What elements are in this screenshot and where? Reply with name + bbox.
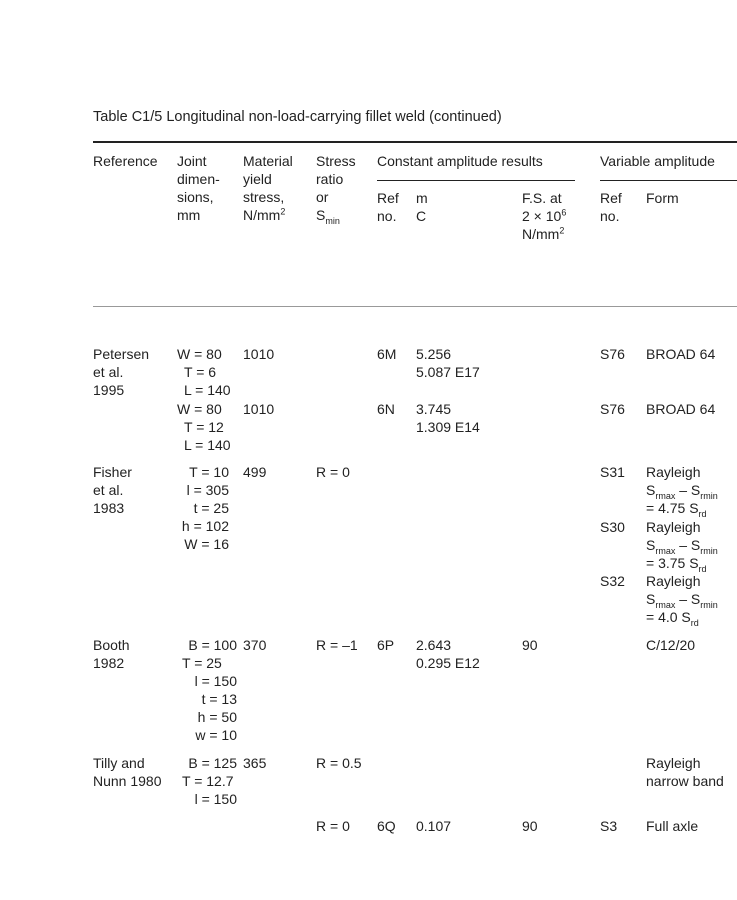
material-petersen-2: 1010 [243,401,275,417]
mc-last-row: 0.107 [416,818,452,834]
ca-ref-petersen-2: 6N [377,401,395,417]
header-va-form: Form [646,190,679,206]
va-ref-petersen-1: S76 [600,346,625,362]
mc-petersen-2: 3.745 1.309 E14 [416,401,480,435]
header-ca-mc: m C [416,190,428,224]
form-fisher-2: Rayleigh $S_{rmax} - S_{rmin}$ = 3.75 $S_{rd}$ [646,519,718,574]
ca-ref-booth: 6P [377,637,395,653]
header-joint: Joint dimen- sions, mm [177,153,220,223]
header-ca-ref: Ref no. [377,190,399,224]
header-material: Material yield stress, $N/mm^2$ [243,153,293,223]
header-constant-amplitude: Constant amplitude results [377,153,543,169]
form-fisher-3: Rayleigh $S_{rmax} - S_{rmin}$ = 4.0 $S_{rd}$ [646,573,718,628]
form-fisher-1: Rayleigh $S_{rmax} - S_{rmin}$ = 4.75 $S_{rd}$ [646,464,718,519]
ratio-fisher: R = 0 [316,464,350,480]
joint-fisher: T = 10 l = 305 t = 25 h = 102 W = 16 [181,464,229,552]
mc-booth: 2.643 0.295 E12 [416,637,480,671]
ratio-tilly-nunn: R = 0.5 [316,755,362,771]
header-ca-fs: F.S. at $2 \times 10^6$ $N/mm^2$ [522,190,567,242]
ref-tilly-nunn: Tilly and Nunn 1980 [93,755,162,789]
form-petersen-2: BROAD 64 [646,401,716,417]
form-petersen-1: BROAD 64 [646,346,716,362]
form-tilly-nunn: Rayleigh narrow band [646,755,724,789]
va-ref-petersen-2: S76 [600,401,625,417]
ref-booth: Booth 1982 [93,637,130,671]
table-title: Table C1/5 Longitudinal non-load-carrying fillet weld (continued) [93,109,502,125]
variable-amplitude-rule [600,180,737,181]
joint-petersen-2: W = 80 T = 12 L = 140 [177,401,231,453]
ref-fisher: Fisher et al. 1983 [93,464,132,516]
fs-booth: 90 [522,637,538,653]
material-booth: 370 [243,637,267,653]
header-stress-ratio: Stress ratio or $S_{min}$ [316,153,356,226]
joint-petersen-1: W = 80 T = 6 L = 140 [177,346,231,398]
header-reference: Reference [93,153,158,169]
constant-amplitude-rule [377,180,575,181]
ca-ref-petersen-1: 6M [377,346,397,362]
header-va-ref: Ref no. [600,190,622,224]
joint-tilly-nunn: B = 125 T = 12.7 l = 150 [182,755,237,807]
joint-booth: B = 100 T = 25 l = 150 t = 13 h = 50 w = 10 [182,637,237,743]
header-bottom-rule [93,306,737,307]
va-ref-last-row: S3 [600,818,618,834]
va-ref-fisher-3: S32 [600,573,625,589]
material-fisher: 499 [243,464,267,480]
form-last-row: Full axle [646,818,699,834]
material-tilly-nunn: 365 [243,755,267,771]
material-petersen-1: 1010 [243,346,275,362]
header-variable-amplitude: Variable amplitude [600,153,715,169]
form-booth: C/12/20 [646,637,696,653]
mc-petersen-1: 5.256 5.087 E17 [416,346,480,380]
fs-last-row: 90 [522,818,538,834]
ca-ref-last-row: 6Q [377,818,396,834]
ratio-last-row: R = 0 [316,818,350,834]
ratio-booth: R = –1 [316,637,358,653]
ref-petersen: Petersen et al. 1995 [93,346,150,398]
va-ref-fisher-1: S31 [600,464,625,480]
top-rule [93,141,737,143]
va-ref-fisher-2: S30 [600,519,625,535]
